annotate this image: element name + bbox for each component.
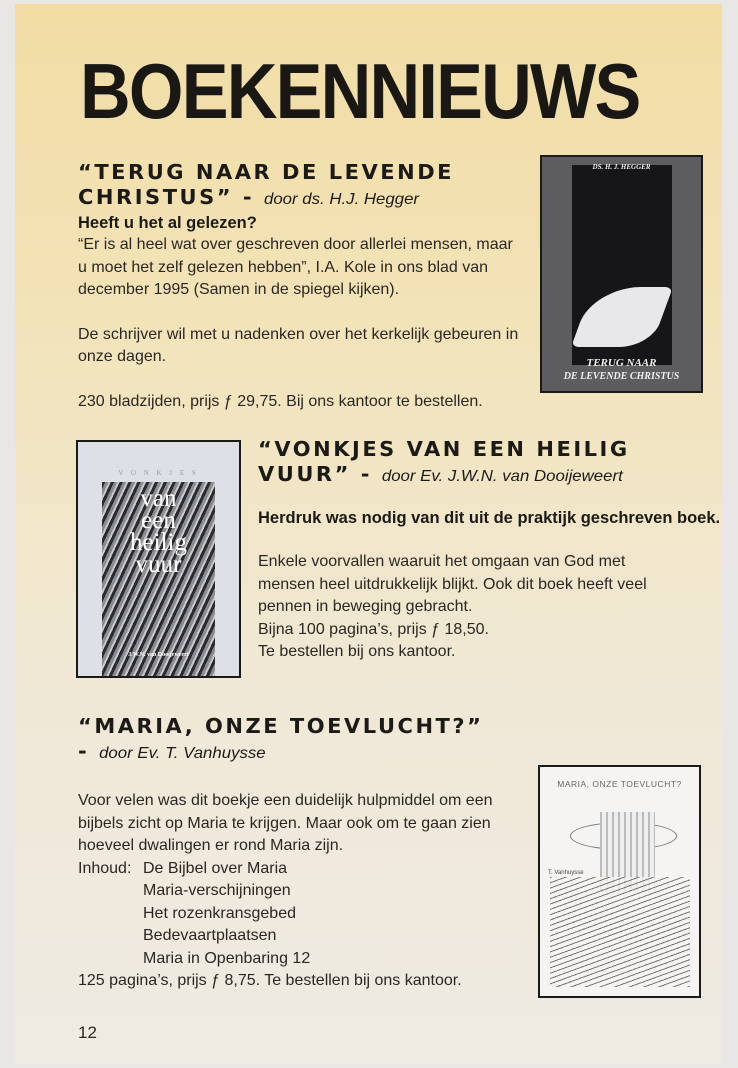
cover-title-word: vuur bbox=[135, 551, 182, 578]
cover-title: MARIA, ONZE TOEVLUCHT? bbox=[557, 779, 682, 789]
contents-item: De Bijbel over Maria bbox=[143, 859, 288, 877]
contents-item: Maria in Openbaring 12 bbox=[143, 949, 311, 967]
contents-items bbox=[143, 858, 310, 971]
book-cover-terug-naar bbox=[540, 155, 703, 393]
cover-author: J.W.N. van Dooijeweert bbox=[128, 652, 189, 658]
article-title-cont bbox=[78, 185, 551, 212]
article-subtitle: Herdruk was nodig van dit uit de praktijk geschreven boek. bbox=[258, 509, 721, 527]
cover-title bbox=[78, 485, 239, 578]
article-title-cont bbox=[258, 462, 738, 489]
cover-author: DS. H. J. HEGGER bbox=[592, 163, 651, 171]
contents-item: Bedevaartplaatsen bbox=[143, 927, 277, 944]
byline-dash: - bbox=[78, 739, 90, 763]
article-price: 230 bladzijden, prijs ƒ 29,75. Bij ons kantoor te bestellen. bbox=[78, 392, 483, 410]
article-subtitle: Heeft u het al gelezen? bbox=[78, 214, 257, 232]
article-paragraph: Enkele voorvallen waaruit het omgaan van God met mensen heel uitdrukkelijk blijkt. Ook dit boek heeft veel pennen in beweging gebracht. bbox=[258, 553, 647, 615]
article-byline bbox=[78, 739, 561, 766]
article-author: door Ev. T. Vanhuysse bbox=[99, 745, 266, 762]
article-vonkjes bbox=[258, 437, 728, 664]
article-author: door ds. H.J. Hegger bbox=[263, 191, 420, 208]
cover-author: T. Vanhuysse bbox=[548, 870, 584, 876]
book-cover-maria bbox=[538, 765, 701, 998]
page-title: BOEKENNIEUWS bbox=[80, 47, 640, 135]
contents-item: Maria-verschijningen bbox=[143, 882, 291, 899]
contents-item: Het rozenkransgebed bbox=[143, 904, 296, 922]
article-paragraph: “Er is al heel wat over geschreven door allerlei mensen, maar u moet het zelf gelezen hebben”, I.A. Kole in ons blad van december 1995 (Samen in de spiegel kijken). bbox=[78, 236, 513, 298]
article-title-line2: VUUR” - bbox=[258, 462, 373, 486]
contents-label: Inhoud: bbox=[78, 859, 132, 877]
article-terug-naar bbox=[78, 160, 528, 413]
cover-title-word: van bbox=[140, 485, 177, 512]
cover-crowd bbox=[550, 877, 690, 987]
cover-top: V O N K J E S bbox=[118, 469, 199, 477]
article-price: Bijna 100 pagina’s, prijs ƒ 18,50. bbox=[258, 620, 489, 638]
cover-title-1: TERUG NAAR bbox=[586, 357, 657, 369]
contents-list bbox=[78, 858, 538, 967]
cover-title-2: DE LEVENDE CHRISTUS bbox=[563, 371, 680, 382]
cover-title-word: een bbox=[141, 507, 176, 534]
article-price: 125 pagina’s, prijs ƒ 8,75. Te bestellen bij ons kantoor. bbox=[78, 972, 462, 989]
article-title: “MARIA, ONZE TOEVLUCHT?” bbox=[78, 714, 484, 738]
article-title: “VONKJES VAN EEN HEILIG bbox=[258, 437, 630, 461]
article-order: Te bestellen bij ons kantoor. bbox=[258, 643, 456, 660]
article-maria bbox=[78, 714, 538, 993]
article-title: “TERUG NAAR DE LEVENDE bbox=[78, 160, 455, 184]
article-paragraph: Voor velen was dit boekje een duidelijk hulpmiddel om een bijbels zicht op Maria te krijgen. Maar ook om te gaan zien hoeveel dwalingen er rond Maria zijn. bbox=[78, 792, 493, 854]
article-author: door Ev. J.W.N. van Dooijeweert bbox=[381, 468, 623, 485]
article-title-line2: CHRISTUS” - bbox=[78, 185, 255, 209]
page-number: 12 bbox=[78, 1023, 97, 1042]
cover-title-word: heilig bbox=[130, 529, 187, 556]
book-cover-vonkjes bbox=[76, 440, 241, 678]
article-paragraph: De schrijver wil met u nadenken over het kerkelijk gebeuren in onze dagen. bbox=[78, 325, 519, 365]
